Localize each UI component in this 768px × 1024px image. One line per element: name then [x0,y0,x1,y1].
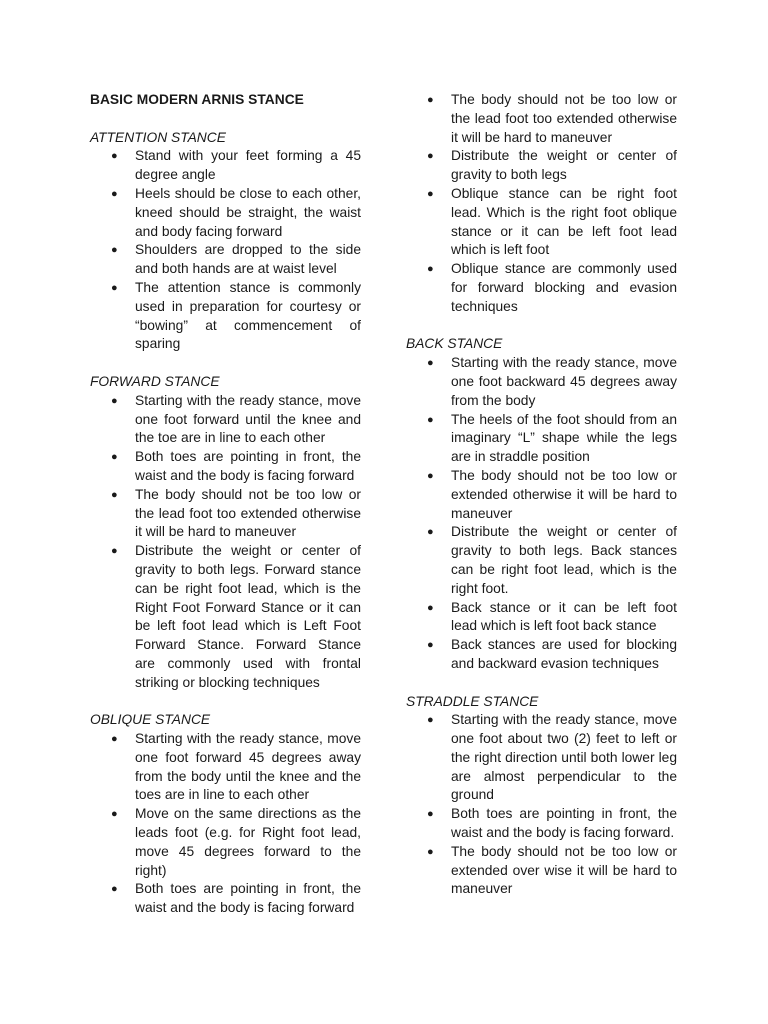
bullet-icon: ● [427,357,434,370]
bullet-icon: ● [427,601,434,614]
bullet-icon: ● [111,488,118,501]
section-heading-attention-stance: ATTENTION STANCE [90,129,226,145]
bullet-icon: ● [427,845,434,858]
list-item: ● Both toes are pointing in front, the waist and the body is facing forward. [427,806,677,841]
list-item: ● Both toes are pointing in front, the waist and the body is facing forward [111,449,361,483]
section-heading-straddle-stance: STRADDLE STANCE [406,693,539,709]
bullet-icon: ● [111,808,118,821]
bullet-icon: ● [427,150,434,163]
bullet-icon: ● [111,187,118,200]
section-heading-back-stance: BACK STANCE [406,336,503,352]
bullet-icon: ● [111,545,118,558]
bullet-icon: ● [111,244,118,257]
bullet-icon: ● [427,263,434,276]
right-column [406,91,677,899]
forward-stance-list [90,392,361,693]
bullet-icon: ● [427,413,434,426]
bullet-icon: ● [111,394,118,407]
straddle-stance-list [406,711,677,899]
section-heading-forward-stance: FORWARD STANCE [90,373,220,389]
bullet-icon: ● [111,883,118,896]
list-item: ● Oblique stance can be right foot lead. Which is the right foot oblique stance or it can be left foot lead which is left foot [427,185,677,258]
bullet-icon: ● [427,639,434,652]
list-item: ● Distribute the weight or center of gravity to both legs. Forward stance can be right foot lead, which is the Right Foot Forward Stance or it can be left foot lead which is Left Foot Forward Stance. Forward Stance are commonly used with frontal striking or blocking techniques [111,543,361,690]
back-stance-list [406,354,677,674]
list-item: ● The body should not be too low or extended over wise it will be hard to maneuver [427,843,677,897]
bullet-icon: ● [427,187,434,200]
bullet-icon: ● [111,150,118,163]
list-item: ● Back stance or it can be left foot lead which is left foot back stance [427,599,677,634]
document-title: BASIC MODERN ARNIS STANCE [90,92,304,107]
list-item: ● Stand with your feet forming a 45 degree angle [111,148,361,183]
bullet-icon: ● [427,714,434,727]
list-item: ● The body should not be too low or the lead foot too extended otherwise it will be hard to maneuver [427,92,677,145]
list-item: ● Both toes are pointing in front, the waist and the body is facing forward [111,881,361,916]
list-item: ● The body should not be too low or extended otherwise it will be hard to maneuver [427,467,677,521]
bullet-icon: ● [427,469,434,482]
bullet-icon: ● [427,94,434,106]
list-item: ● Distribute the weight or center of gravity to both legs [427,148,677,183]
attention-stance-list [90,147,361,354]
list-item: ● Starting with the ready stance, move one foot forward 45 degrees away from the body until the knee and the toes are in line to each other [111,731,361,803]
bullet-icon: ● [111,733,118,746]
list-item: ● Starting with the ready stance, move one foot backward 45 degrees away from the body [427,355,677,408]
list-item: ● The heels of the foot should from an imaginary “L” shape while the legs are in straddle position [427,411,677,465]
list-item: ● Move on the same directions as the leads foot (e.g. for Right foot lead, move 45 degrees forward to the right) [111,806,361,878]
list-item: ● Heels should be close to each other, kneed should be straight, the waist and body facing forward [111,185,361,239]
bullet-icon: ● [111,281,118,294]
left-column [90,91,361,918]
bullet-icon: ● [111,451,118,464]
list-item: ● Starting with the ready stance, move one foot forward until the knee and the toe are in line to each other [111,392,361,446]
oblique-stance-continued-list [406,91,677,317]
list-item: ● The attention stance is commonly used in preparation for courtesy or “bowing” at commencement of sparing [111,279,361,352]
section-heading-oblique-stance: OBLIQUE STANCE [90,712,211,728]
bullet-icon: ● [427,808,434,821]
list-item: ● Shoulders are dropped to the side and both hands are at waist level [111,242,361,277]
list-item: ● Oblique stance are commonly used for forward blocking and evasion techniques [427,261,677,314]
list-item: ● Back stances are used for blocking and backward evasion techniques [427,637,677,671]
oblique-stance-list [90,730,361,918]
list-item: ● Distribute the weight or center of gravity to both legs. Back stances can be right foot lead, which is the right foot. [427,524,677,596]
list-item: ● The body should not be too low or the lead foot too extended otherwise it will be hard to maneuver [111,486,361,540]
list-item: ● Starting with the ready stance, move one foot about two (2) feet to left or the right direction until both lower leg are almost perpendicular to the ground [427,712,677,803]
bullet-icon: ● [427,526,434,539]
